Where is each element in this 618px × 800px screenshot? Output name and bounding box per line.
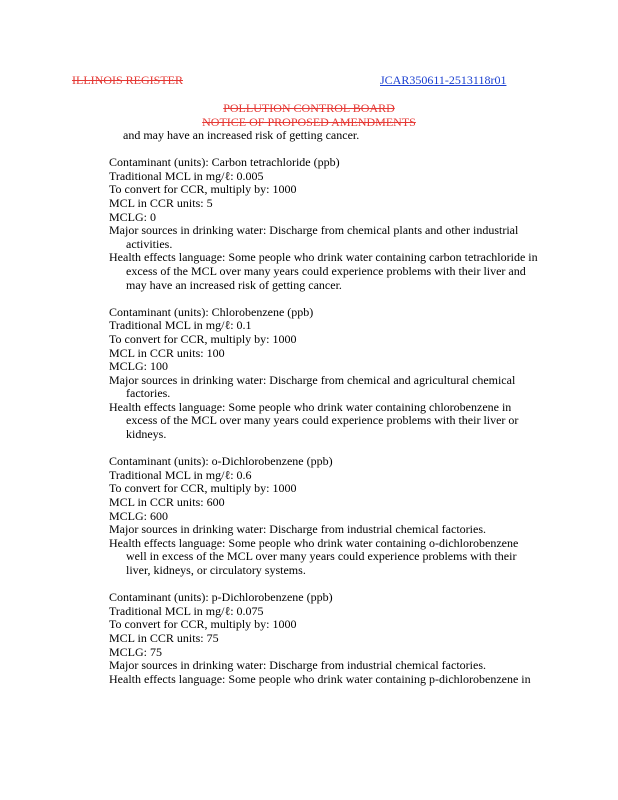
- contaminant-units: Contaminant (units): Chlorobenzene (ppb): [109, 304, 314, 319]
- health-effects: Health effects language: Some people who drink water containing chlorobenzene in: [109, 399, 512, 414]
- major-sources: Major sources in drinking water: Discharge from chemical and agricultural chemical: [109, 372, 516, 387]
- health-effects-cont: may have an increased risk of getting cancer.: [126, 277, 342, 292]
- ccr-multiplier: To convert for CCR, multiply by: 1000: [109, 182, 297, 197]
- health-effects: Health effects language: Some people who drink water containing carbon tetrachloride in: [109, 250, 538, 265]
- traditional-mcl: Traditional MCL in mg/ℓ: 0.075: [109, 603, 264, 618]
- contaminant-block: [109, 591, 604, 686]
- contaminant-units: Contaminant (units): o-Dichlorobenzene (ppb): [109, 454, 333, 469]
- traditional-mcl: Traditional MCL in mg/ℓ: 0.1: [109, 318, 252, 333]
- health-effects: Health effects language: Some people who drink water containing p-dichlorobenzene in: [109, 671, 531, 686]
- contaminant-block: [109, 306, 604, 442]
- traditional-mcl: Traditional MCL in mg/ℓ: 0.6: [109, 467, 252, 482]
- major-sources-cont: activities.: [126, 236, 173, 251]
- ccr-multiplier: To convert for CCR, multiply by: 1000: [109, 617, 297, 632]
- document-body: [109, 129, 604, 686]
- traditional-mcl: Traditional MCL in mg/ℓ: 0.005: [109, 168, 264, 183]
- mclg: MCLG: 600: [109, 508, 169, 523]
- mclg: MCLG: 75: [109, 644, 163, 659]
- register-header: ILLINOIS REGISTER: [72, 73, 183, 87]
- major-sources: Major sources in drinking water: Discharge from industrial chemical factories.: [109, 658, 486, 673]
- jcar-code: JCAR350611-2513118r01: [380, 73, 507, 87]
- major-sources: Major sources in drinking water: Discharge from chemical plants and other industrial: [109, 223, 519, 238]
- ccr-multiplier: To convert for CCR, multiply by: 1000: [109, 331, 297, 346]
- mcl-ccr-units: MCL in CCR units: 5: [109, 195, 213, 210]
- mcl-ccr-units: MCL in CCR units: 600: [109, 495, 225, 510]
- mcl-ccr-units: MCL in CCR units: 100: [109, 345, 225, 360]
- major-sources-cont: factories.: [126, 386, 171, 401]
- notice-title: NOTICE OF PROPOSED AMENDMENTS: [202, 115, 416, 129]
- mcl-ccr-units: MCL in CCR units: 75: [109, 630, 219, 645]
- major-sources: Major sources in drinking water: Discharge from industrial chemical factories.: [109, 522, 486, 537]
- contaminant-units: Contaminant (units): Carbon tetrachloride (ppb): [109, 155, 340, 170]
- ccr-multiplier: To convert for CCR, multiply by: 1000: [109, 481, 297, 496]
- health-effects-cont: liver, kidneys, or circulatory systems.: [126, 563, 306, 577]
- contaminant-block: [109, 156, 604, 292]
- health-effects-cont: excess of the MCL over many years could experience problems with their liver or: [126, 413, 519, 428]
- continuation-line: and may have an increased risk of getting cancer.: [123, 128, 360, 142]
- health-effects: Health effects language: Some people who drink water containing o-dichlorobenzene: [109, 535, 519, 550]
- mclg: MCLG: 0: [109, 209, 157, 224]
- health-effects-cont: excess of the MCL over many years could experience problems with their liver and: [126, 263, 526, 278]
- contaminant-units: Contaminant (units): p-Dichlorobenzene (ppb): [109, 590, 333, 605]
- health-effects-cont: kidneys.: [126, 427, 167, 442]
- mclg: MCLG: 100: [109, 359, 169, 374]
- contaminant-block: [109, 455, 604, 577]
- board-title: POLLUTION CONTROL BOARD: [223, 101, 395, 115]
- health-effects-cont: well in excess of the MCL over many years could experience problems with their: [126, 549, 517, 564]
